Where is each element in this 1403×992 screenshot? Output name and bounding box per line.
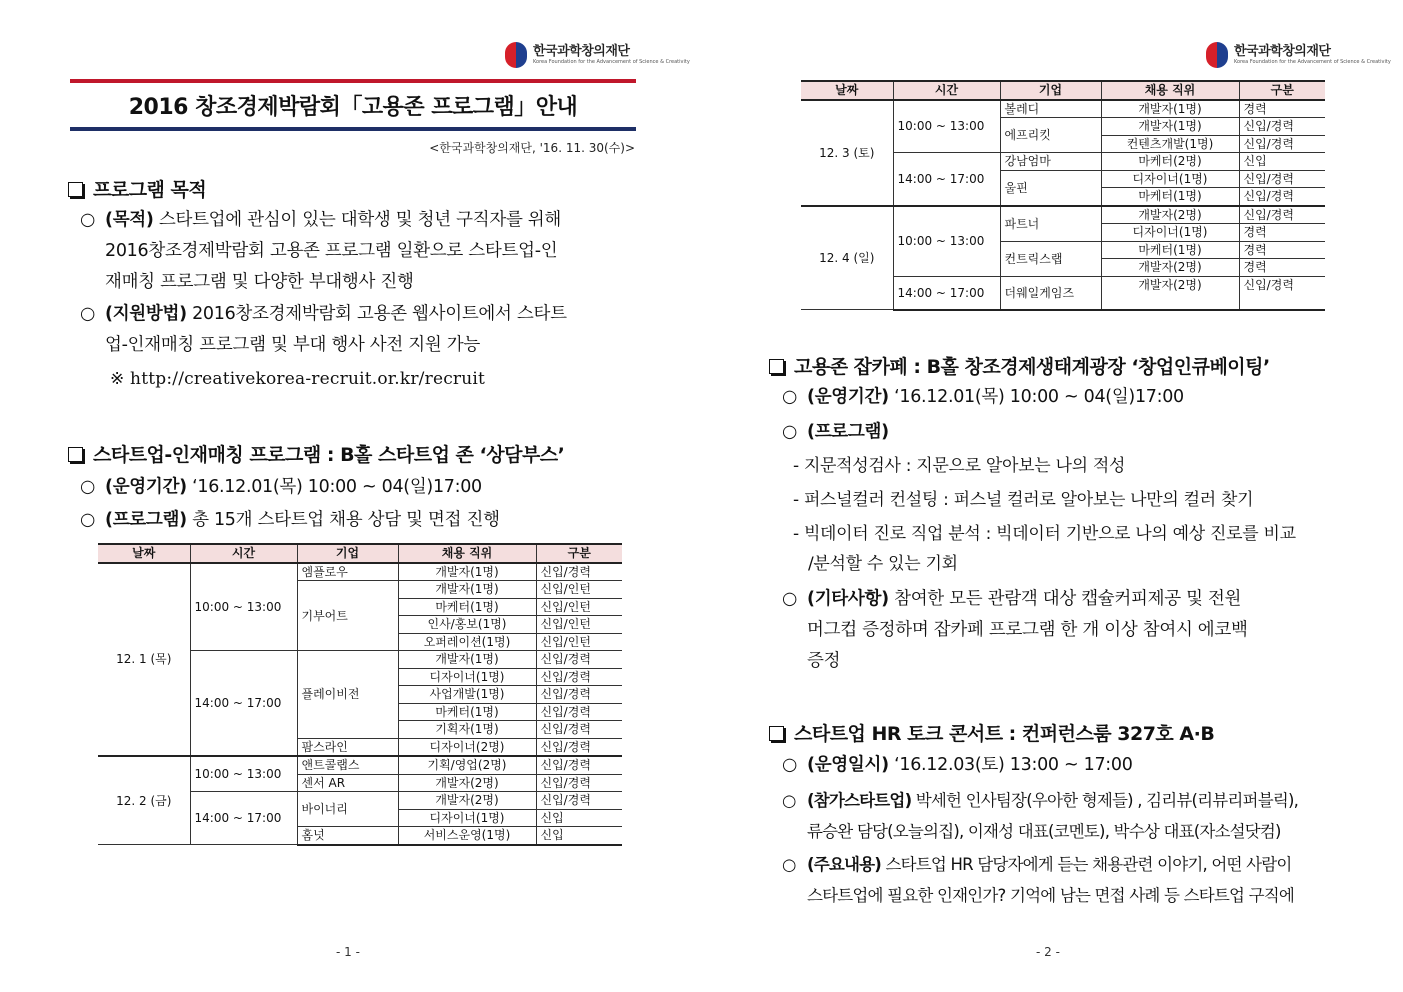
position-cell: 개발자(2명)	[398, 774, 536, 792]
page-2	[701, 0, 1402, 992]
time-cell: 14:00 ~ 17:00	[893, 276, 1000, 310]
org-logo	[505, 42, 690, 68]
position-cell: 마케터(1명)	[398, 598, 536, 616]
position-cell: 기획/영업(2명)	[398, 756, 536, 774]
bullet-program: ○ (프로그램) 총 15개 스타트업 채용 상담 및 면접 진행	[105, 505, 637, 536]
company-cell: 엠플로우	[297, 563, 398, 581]
type-cell: 신입	[1239, 153, 1325, 171]
header-type: 구분	[536, 544, 622, 563]
position-cell: 개발자(1명)	[398, 563, 536, 581]
section-heading-matching: 스타트업-인재매칭 프로그램 : B홀 스타트업 존 ‘상담부스’	[68, 440, 564, 467]
bullet-misc: ○ (기타사항) 참여한 모든 관람객 대상 캡슐커피제공 및 전원 머그컵 증정하며 잡카페 프로그램 한 개 이상 참여시 에코백 증정	[807, 584, 1342, 677]
checkbox-square-icon	[769, 726, 784, 741]
type-cell: 신입/경력	[1239, 188, 1325, 206]
type-cell: 신입/경력	[536, 756, 622, 774]
table-row	[801, 100, 1325, 118]
title-box	[70, 79, 636, 131]
type-cell: 신입/인턴	[536, 598, 622, 616]
type-cell: 신입/경력	[1239, 206, 1325, 224]
type-cell: 신입/인턴	[536, 633, 622, 651]
type-cell: 경력	[1239, 241, 1325, 259]
org-logo	[1206, 42, 1391, 68]
circle-bullet-icon: ○	[782, 387, 797, 407]
circle-bullet-icon: ○	[80, 510, 95, 530]
section-heading-purpose: 프로그램 목적	[68, 175, 206, 202]
position-cell: 마케터(2명)	[1101, 153, 1239, 171]
bullet-main-content: ○ (주요내용) 스타트업 HR 담당자에게 듣는 채용관련 이야기, 어떤 사람이 스타트업에 필요한 인재인가? 기억에 남는 면접 사례 등 스타트업 구직에	[807, 849, 1347, 911]
position-cell: 개발자(1명)	[398, 651, 536, 669]
date-cell: 12. 3 (토)	[801, 100, 893, 206]
schedule-table-1	[98, 543, 622, 846]
circle-bullet-icon: ○	[782, 589, 797, 609]
position-cell: 디자이너(2명)	[398, 738, 536, 756]
time-cell: 10:00 ~ 13:00	[190, 756, 297, 792]
position-cell: 기획자(1명)	[398, 721, 536, 739]
position-cell: 오퍼레이션(1명)	[398, 633, 536, 651]
position-cell: 디자이너(1명)	[1101, 224, 1239, 242]
time-cell: 10:00 ~ 13:00	[190, 563, 297, 651]
bullet-period: ○ (운영기간) ‘16.12.01(목) 10:00 ~ 04(일)17:00	[105, 472, 637, 503]
table-row	[98, 563, 622, 581]
circle-bullet-icon: ○	[782, 791, 796, 810]
position-cell: 개발자(1명)	[398, 581, 536, 599]
program-item-fingerprint: - 지문적성검사 : 지문으로 알아보는 나의 적성	[793, 456, 1126, 476]
position-cell: 마케터(1명)	[1101, 241, 1239, 259]
company-cell: 강남엄마	[1000, 153, 1101, 171]
position-cell: 개발자(2명)	[398, 792, 536, 810]
position-cell: 마케터(1명)	[1101, 188, 1239, 206]
type-cell: 신입/경력	[536, 774, 622, 792]
table-header-row	[98, 544, 622, 563]
circle-bullet-icon: ○	[80, 304, 95, 324]
time-cell: 14:00 ~ 17:00	[190, 792, 297, 845]
company-cell: 플레이비전	[297, 651, 398, 739]
type-cell: 경력	[1239, 100, 1325, 118]
bullet-period: ○ (운영기간) ‘16.12.01(목) 10:00 ~ 04(일)17:00	[807, 382, 1342, 413]
header-time: 시간	[893, 81, 1000, 100]
position-cell: 인사/홍보(1명)	[398, 616, 536, 634]
company-cell: 볼레디	[1000, 100, 1101, 118]
document-title: 2016 창조경제박람회「고용존 프로그램」안내	[128, 94, 578, 120]
checkbox-square-icon	[68, 182, 83, 197]
type-cell: 신입	[536, 809, 622, 827]
circle-bullet-icon: ○	[782, 755, 797, 775]
time-cell: 10:00 ~ 13:00	[893, 100, 1000, 153]
header-date: 날짜	[801, 81, 893, 100]
position-cell: 개발자(2명)	[1101, 206, 1239, 224]
circle-bullet-icon: ○	[80, 210, 95, 230]
type-cell: 경력	[1239, 224, 1325, 242]
bullet-purpose: ○ (목적) 스타트업에 관심이 있는 대학생 및 청년 구직자를 위해 2016창조경제박람회 고용존 프로그램 일환으로 스타트업-인 재매칭 프로그램 및 다양한 부대행사 진행	[105, 205, 637, 298]
bullet-program: ○ (프로그램)	[807, 417, 1342, 448]
section-heading-hr-concert: 스타트업 HR 토크 콘서트 : 컨퍼런스룸 327호 A·B	[769, 719, 1214, 746]
header-position: 채용 직위	[1101, 81, 1239, 100]
page-number: - 2 -	[1036, 945, 1060, 959]
type-cell: 신입/경력	[536, 792, 622, 810]
position-cell: 컨텐츠개발(1명)	[1101, 135, 1239, 153]
circle-bullet-icon: ○	[782, 422, 797, 442]
position-cell: 마케터(1명)	[398, 703, 536, 721]
time-cell: 14:00 ~ 17:00	[893, 153, 1000, 206]
table-header-row	[801, 81, 1325, 100]
type-cell: 신입/경력	[536, 668, 622, 686]
type-cell: 신입/경력	[536, 651, 622, 669]
table-row	[801, 206, 1325, 224]
bullet-apply-method: ○ (지원방법) 2016창조경제박람회 고용존 웹사이트에서 스타트 업-인재매칭 프로그램 및 부대 행사 사전 지원 가능	[105, 299, 637, 361]
checkbox-square-icon	[769, 359, 784, 374]
logo-mark-icon	[505, 42, 527, 68]
type-cell: 신입/경력	[536, 563, 622, 581]
header-company: 기업	[1000, 81, 1101, 100]
position-cell: 개발자(2명)	[1101, 276, 1239, 310]
company-cell: 앤트콜랩스	[297, 756, 398, 774]
position-cell: 개발자(1명)	[1101, 118, 1239, 136]
header-position: 채용 직위	[398, 544, 536, 563]
section-heading-jobcafe: 고용존 잡카페 : B홀 창조경제생태계광장 ‘창업인큐베이팅’	[769, 352, 1270, 379]
logo-mark-icon	[1206, 42, 1228, 68]
time-cell: 10:00 ~ 13:00	[893, 206, 1000, 277]
type-cell: 신입/경력	[1239, 170, 1325, 188]
page-1	[0, 0, 701, 992]
company-cell: 바이너리	[297, 792, 398, 827]
checkbox-square-icon	[68, 447, 83, 462]
website-link[interactable]: ※ http://creativekorea-recruit.or.kr/recruit	[110, 369, 486, 389]
page-number: - 1 -	[336, 945, 360, 959]
type-cell: 신입	[536, 827, 622, 845]
type-cell: 신입/경력	[1239, 135, 1325, 153]
position-cell: 사업개발(1명)	[398, 686, 536, 704]
circle-bullet-icon: ○	[80, 477, 95, 497]
logo-name: 한국과학창의재단	[1234, 44, 1331, 59]
position-cell: 디자이너(1명)	[398, 668, 536, 686]
header-date: 날짜	[98, 544, 190, 563]
company-cell: 팜스라인	[297, 738, 398, 756]
company-cell: 센서 AR	[297, 774, 398, 792]
type-cell: 신입/인턴	[536, 616, 622, 634]
header-company: 기업	[297, 544, 398, 563]
company-cell: 기부어트	[297, 581, 398, 651]
position-cell: 디자이너(1명)	[1101, 170, 1239, 188]
type-cell: 신입/경력	[536, 686, 622, 704]
type-cell: 신입/경력	[1239, 276, 1325, 310]
company-cell: 울핀	[1000, 170, 1101, 206]
program-item-personal-color: - 퍼스널컬러 컨설팅 : 퍼스널 컬러로 알아보는 나만의 컬러 찾기	[793, 490, 1254, 510]
logo-name-en: Korea Foundation for the Advancement of Science & Creativity	[1234, 59, 1391, 65]
type-cell: 신입/경력	[536, 703, 622, 721]
type-cell: 신입/인턴	[536, 581, 622, 599]
type-cell: 신입/경력	[536, 721, 622, 739]
position-cell: 서비스운영(1명)	[398, 827, 536, 845]
company-cell: 파트너	[1000, 206, 1101, 242]
header-time: 시간	[190, 544, 297, 563]
company-cell: 에프리킷	[1000, 118, 1101, 153]
position-cell: 개발자(2명)	[1101, 259, 1239, 277]
type-cell: 경력	[1239, 259, 1325, 277]
circle-bullet-icon: ○	[782, 855, 796, 874]
header-type: 구분	[1239, 81, 1325, 100]
date-note: <한국과학창의재단, '16. 11. 30(수)>	[429, 141, 635, 155]
date-cell: 12. 4 (일)	[801, 206, 893, 310]
company-cell: 홈넛	[297, 827, 398, 845]
bullet-participants: ○ (참가스타트업) 박세헌 인사팀장(우아한 형제들) , 김리뷰(리뷰리퍼블릭), 류승완 담당(오늘의집), 이재성 대표(코멘토), 박수상 대표(자소설닷컴)	[807, 785, 1347, 847]
position-cell: 개발자(1명)	[1101, 100, 1239, 118]
logo-name-en: Korea Foundation for the Advancement of Science & Creativity	[533, 59, 690, 65]
company-cell: 컨트릭스랩	[1000, 241, 1101, 276]
type-cell: 신입/경력	[536, 738, 622, 756]
type-cell: 신입/경력	[1239, 118, 1325, 136]
date-cell: 12. 1 (목)	[98, 563, 190, 757]
bullet-datetime: ○ (운영일시) ‘16.12.03(토) 13:00 ~ 17:00	[807, 750, 1342, 781]
date-cell: 12. 2 (금)	[98, 756, 190, 845]
position-cell: 디자이너(1명)	[398, 809, 536, 827]
program-item-bigdata: - 빅데이터 진로 직업 분석 : 빅데이터 기반으로 나의 예상 진로를 비교	[793, 524, 1296, 544]
table-row	[98, 756, 622, 774]
time-cell: 14:00 ~ 17:00	[190, 651, 297, 757]
schedule-table-2	[801, 80, 1325, 311]
company-cell: 더웨일게임즈	[1000, 276, 1101, 310]
program-item-bigdata-cont: /분석할 수 있는 기회	[808, 554, 958, 574]
logo-name: 한국과학창의재단	[533, 44, 630, 59]
